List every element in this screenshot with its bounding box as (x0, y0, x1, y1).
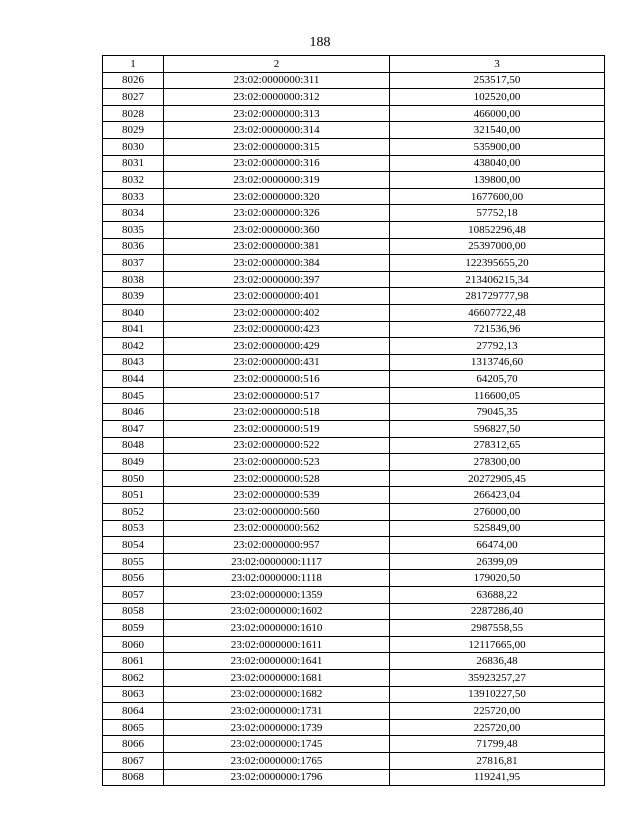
row-number-cell: 8051 (103, 487, 164, 504)
row-number-cell: 8068 (103, 769, 164, 786)
row-number-cell: 8029 (103, 122, 164, 139)
cadastral-number-cell: 23:02:0000000:957 (164, 537, 390, 554)
row-number-cell: 8062 (103, 669, 164, 686)
row-number-cell: 8033 (103, 188, 164, 205)
cadastral-number-cell: 23:02:0000000:1641 (164, 653, 390, 670)
row-number-cell: 8038 (103, 271, 164, 288)
column-header-3: 3 (390, 56, 605, 73)
cadastral-value-cell: 1313746,60 (390, 354, 605, 371)
cadastral-number-cell: 23:02:0000000:1602 (164, 603, 390, 620)
cadastral-value-cell: 466000,00 (390, 105, 605, 122)
table-row (103, 719, 605, 736)
table-row (103, 221, 605, 238)
row-number-cell: 8034 (103, 205, 164, 222)
cadastral-value-cell: 525849,00 (390, 520, 605, 537)
cadastral-value-cell: 12117665,00 (390, 636, 605, 653)
cadastral-value-cell: 253517,50 (390, 72, 605, 89)
cadastral-number-cell: 23:02:0000000:313 (164, 105, 390, 122)
column-header-1: 1 (103, 56, 164, 73)
cadastral-number-cell: 23:02:0000000:429 (164, 338, 390, 355)
table-row (103, 188, 605, 205)
cadastral-value-cell: 213406215,34 (390, 271, 605, 288)
cadastral-number-cell: 23:02:0000000:1359 (164, 587, 390, 604)
table-row (103, 520, 605, 537)
table-row (103, 271, 605, 288)
cadastral-number-cell: 23:02:0000000:1765 (164, 752, 390, 769)
row-number-cell: 8028 (103, 105, 164, 122)
cadastral-number-cell: 23:02:0000000:311 (164, 72, 390, 89)
table-row (103, 603, 605, 620)
row-number-cell: 8061 (103, 653, 164, 670)
table-row (103, 686, 605, 703)
table-row (103, 72, 605, 89)
cadastral-number-cell: 23:02:0000000:381 (164, 238, 390, 255)
cadastral-number-cell: 23:02:0000000:423 (164, 321, 390, 338)
table-row (103, 122, 605, 139)
row-number-cell: 8063 (103, 686, 164, 703)
table-row (103, 769, 605, 786)
row-number-cell: 8046 (103, 404, 164, 421)
table-body (103, 72, 605, 786)
cadastral-value-cell: 25397000,00 (390, 238, 605, 255)
table-row (103, 255, 605, 272)
cadastral-number-cell: 23:02:0000000:319 (164, 172, 390, 189)
cadastral-value-cell: 1677600,00 (390, 188, 605, 205)
cadastral-value-cell: 721536,96 (390, 321, 605, 338)
cadastral-value-cell: 66474,00 (390, 537, 605, 554)
table-header-row (103, 56, 605, 73)
table-row (103, 421, 605, 438)
cadastral-value-cell: 122395655,20 (390, 255, 605, 272)
cadastral-number-cell: 23:02:0000000:1731 (164, 703, 390, 720)
cadastral-value-cell: 278312,65 (390, 437, 605, 454)
row-number-cell: 8040 (103, 304, 164, 321)
cadastral-number-cell: 23:02:0000000:522 (164, 437, 390, 454)
cadastral-number-cell: 23:02:0000000:1117 (164, 553, 390, 570)
cadastral-number-cell: 23:02:0000000:320 (164, 188, 390, 205)
cadastral-number-cell: 23:02:0000000:314 (164, 122, 390, 139)
cadastral-number-cell: 23:02:0000000:397 (164, 271, 390, 288)
table-row (103, 205, 605, 222)
cadastral-value-cell: 2987558,55 (390, 620, 605, 637)
cadastral-value-cell: 71799,48 (390, 736, 605, 753)
cadastral-number-cell: 23:02:0000000:539 (164, 487, 390, 504)
table-row (103, 454, 605, 471)
table-row (103, 288, 605, 305)
cadastral-value-cell: 281729777,98 (390, 288, 605, 305)
row-number-cell: 8056 (103, 570, 164, 587)
cadastral-value-cell: 13910227,50 (390, 686, 605, 703)
row-number-cell: 8048 (103, 437, 164, 454)
cadastral-value-cell: 179020,50 (390, 570, 605, 587)
cadastral-number-cell: 23:02:0000000:1610 (164, 620, 390, 637)
row-number-cell: 8026 (103, 72, 164, 89)
table-row (103, 354, 605, 371)
table-row (103, 736, 605, 753)
table-row (103, 636, 605, 653)
cadastral-value-cell: 79045,35 (390, 404, 605, 421)
cadastral-number-cell: 23:02:0000000:560 (164, 504, 390, 521)
cadastral-number-cell: 23:02:0000000:1681 (164, 669, 390, 686)
table-row (103, 587, 605, 604)
cadastral-value-cell: 46607722,48 (390, 304, 605, 321)
cadastral-value-cell: 278300,00 (390, 454, 605, 471)
cadastral-number-cell: 23:02:0000000:1611 (164, 636, 390, 653)
table-row (103, 89, 605, 106)
table-row (103, 238, 605, 255)
cadastral-value-cell: 27792,13 (390, 338, 605, 355)
cadastral-number-cell: 23:02:0000000:315 (164, 138, 390, 155)
cadastral-number-cell: 23:02:0000000:402 (164, 304, 390, 321)
cadastral-number-cell: 23:02:0000000:431 (164, 354, 390, 371)
cadastral-value-cell: 57752,18 (390, 205, 605, 222)
row-number-cell: 8035 (103, 221, 164, 238)
row-number-cell: 8044 (103, 371, 164, 388)
cadastral-value-cell: 276000,00 (390, 504, 605, 521)
cadastral-value-table (102, 55, 605, 786)
cadastral-number-cell: 23:02:0000000:528 (164, 470, 390, 487)
cadastral-number-cell: 23:02:0000000:518 (164, 404, 390, 421)
row-number-cell: 8042 (103, 338, 164, 355)
cadastral-value-cell: 2287286,40 (390, 603, 605, 620)
row-number-cell: 8041 (103, 321, 164, 338)
row-number-cell: 8037 (103, 255, 164, 272)
column-header-2: 2 (164, 56, 390, 73)
row-number-cell: 8043 (103, 354, 164, 371)
cadastral-value-cell: 102520,00 (390, 89, 605, 106)
page-number: 188 (309, 35, 331, 50)
cadastral-number-cell: 23:02:0000000:519 (164, 421, 390, 438)
cadastral-number-cell: 23:02:0000000:562 (164, 520, 390, 537)
row-number-cell: 8052 (103, 504, 164, 521)
row-number-cell: 8039 (103, 288, 164, 305)
cadastral-value-cell: 35923257,27 (390, 669, 605, 686)
cadastral-value-cell: 225720,00 (390, 703, 605, 720)
cadastral-value-cell: 596827,50 (390, 421, 605, 438)
table-row (103, 105, 605, 122)
table-row (103, 155, 605, 172)
cadastral-number-cell: 23:02:0000000:1118 (164, 570, 390, 587)
cadastral-value-cell: 26836,48 (390, 653, 605, 670)
cadastral-value-cell: 64205,70 (390, 371, 605, 388)
cadastral-number-cell: 23:02:0000000:523 (164, 454, 390, 471)
cadastral-value-cell: 63688,22 (390, 587, 605, 604)
cadastral-value-cell: 116600,05 (390, 387, 605, 404)
row-number-cell: 8049 (103, 454, 164, 471)
row-number-cell: 8058 (103, 603, 164, 620)
row-number-cell: 8032 (103, 172, 164, 189)
table-row (103, 620, 605, 637)
cadastral-value-cell: 225720,00 (390, 719, 605, 736)
row-number-cell: 8050 (103, 470, 164, 487)
cadastral-number-cell: 23:02:0000000:1682 (164, 686, 390, 703)
table-row (103, 653, 605, 670)
row-number-cell: 8027 (103, 89, 164, 106)
cadastral-number-cell: 23:02:0000000:312 (164, 89, 390, 106)
cadastral-number-cell: 23:02:0000000:517 (164, 387, 390, 404)
row-number-cell: 8066 (103, 736, 164, 753)
cadastral-number-cell: 23:02:0000000:1739 (164, 719, 390, 736)
table-row (103, 404, 605, 421)
cadastral-number-cell: 23:02:0000000:516 (164, 371, 390, 388)
row-number-cell: 8059 (103, 620, 164, 637)
row-number-cell: 8055 (103, 553, 164, 570)
cadastral-number-cell: 23:02:0000000:384 (164, 255, 390, 272)
cadastral-number-cell: 23:02:0000000:316 (164, 155, 390, 172)
table-row (103, 470, 605, 487)
row-number-cell: 8057 (103, 587, 164, 604)
table-row (103, 537, 605, 554)
table-row (103, 437, 605, 454)
cadastral-value-cell: 535900,00 (390, 138, 605, 155)
table-row (103, 703, 605, 720)
table-row (103, 387, 605, 404)
cadastral-value-cell: 139800,00 (390, 172, 605, 189)
cadastral-value-cell: 266423,04 (390, 487, 605, 504)
cadastral-value-cell: 26399,09 (390, 553, 605, 570)
row-number-cell: 8047 (103, 421, 164, 438)
table-row (103, 669, 605, 686)
cadastral-value-cell: 20272905,45 (390, 470, 605, 487)
cadastral-number-cell: 23:02:0000000:1796 (164, 769, 390, 786)
cadastral-number-cell: 23:02:0000000:1745 (164, 736, 390, 753)
table-row (103, 138, 605, 155)
row-number-cell: 8060 (103, 636, 164, 653)
table-row (103, 570, 605, 587)
row-number-cell: 8031 (103, 155, 164, 172)
row-number-cell: 8045 (103, 387, 164, 404)
table-row (103, 504, 605, 521)
cadastral-value-cell: 119241,95 (390, 769, 605, 786)
cadastral-number-cell: 23:02:0000000:326 (164, 205, 390, 222)
row-number-cell: 8054 (103, 537, 164, 554)
row-number-cell: 8030 (103, 138, 164, 155)
cadastral-value-cell: 10852296,48 (390, 221, 605, 238)
cadastral-value-cell: 438040,00 (390, 155, 605, 172)
table-row (103, 172, 605, 189)
row-number-cell: 8064 (103, 703, 164, 720)
cadastral-value-cell: 27816,81 (390, 752, 605, 769)
row-number-cell: 8067 (103, 752, 164, 769)
table-row (103, 321, 605, 338)
row-number-cell: 8065 (103, 719, 164, 736)
cadastral-number-cell: 23:02:0000000:401 (164, 288, 390, 305)
table-row (103, 553, 605, 570)
table-row (103, 304, 605, 321)
cadastral-number-cell: 23:02:0000000:360 (164, 221, 390, 238)
row-number-cell: 8036 (103, 238, 164, 255)
table-row (103, 371, 605, 388)
table-row (103, 487, 605, 504)
row-number-cell: 8053 (103, 520, 164, 537)
cadastral-value-cell: 321540,00 (390, 122, 605, 139)
table-row (103, 752, 605, 769)
table-row (103, 338, 605, 355)
